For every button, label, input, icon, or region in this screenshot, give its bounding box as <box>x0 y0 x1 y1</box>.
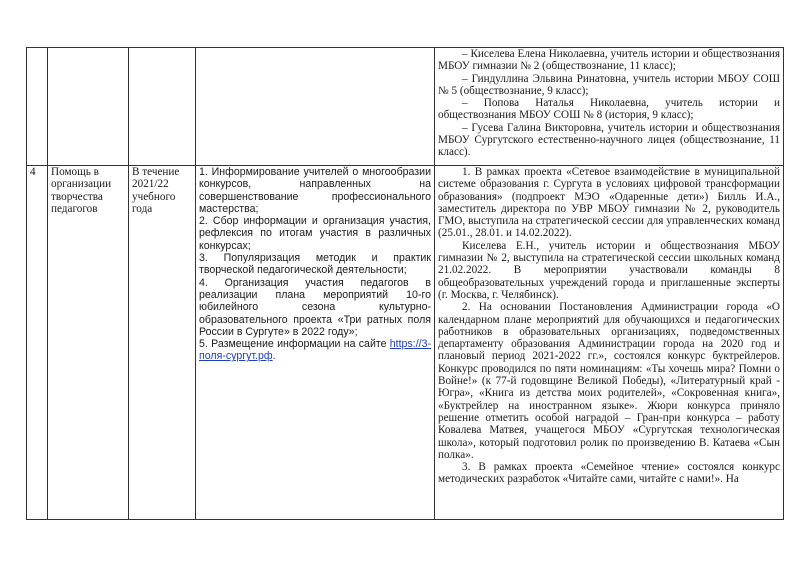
activity-item: 1. Информирование учителей о многообразии конкурсов, направленных на совершенствование профессионального мастерства; <box>199 166 431 215</box>
website-link[interactable]: https://3-поля-сургут.рф <box>199 338 431 363</box>
cell-results <box>435 48 784 166</box>
activity-text: . <box>272 350 276 363</box>
cell-activities <box>196 48 435 166</box>
cell-results <box>435 166 784 520</box>
result-item: – Гусева Галина Викторовна, учитель истории и обществознания МБОУ Сургутского естественно-научного лицея (обществознание, 11 класс). <box>438 121 780 159</box>
cell-activities <box>196 166 435 520</box>
result-item: 3. В рамках проекта «Семейное чтение» состоялся конкурс методических разработок «Читайте сами, читайте с нами!». На <box>438 461 780 486</box>
result-item: – Киселева Елена Николаевна, учитель истории и обществознания МБОУ гимназии № 2 (обществознание, 11 класс); <box>438 48 780 73</box>
cell-period: В течение 2021/22 учебного года <box>129 166 196 520</box>
cell-number: 4 <box>27 166 48 520</box>
cell-direction: Помощь в организации творчества педагогов <box>48 166 129 520</box>
result-item: – Попова Наталья Николаевна, учитель истории и обществознания МБОУ СОШ № 8 (история, 9 класс); <box>438 97 780 122</box>
table-row-4 <box>27 166 784 520</box>
result-item: 1. В рамках проекта «Сетевое взаимодействие в муниципальной системе образования г. Сургута в условиях цифровой трансформации образования» (подпроект МЭО «Одаренные дети») Билль И.А., заместитель директора по УВР МБОУ гимназии № 2, руководитель ГМО, выступила на стратегической сессии для управленческих команд (25.01., 28.01. и 14.02.2022). <box>438 166 780 240</box>
cell-number <box>27 48 48 166</box>
result-item: Киселева Е.Н., учитель истории и обществознания МБОУ гимназии № 2, выступила на стратегической сессии школьных команд 21.02.2022. В мероприятии участвовали команды 8 общеобразовательных учреждений города и приглашенные эксперты (г. Москва, г. Челябинск). <box>438 239 780 301</box>
plan-table <box>26 47 784 520</box>
result-item: – Гиндуллина Эльвина Ринатовна, учитель истории МБОУ СОШ № 5 (обществознание, 9 класс); <box>438 72 780 97</box>
cell-direction <box>48 48 129 166</box>
activity-text: 5. Размещение информации на сайте <box>199 338 390 351</box>
cell-period <box>129 48 196 166</box>
result-item: 2. На основании Постановления Администрации города «О календарном плане мероприятий для обучающихся и педагогических работников в образовательных организациях, подведомственных департаменту образования Администрации города на 2020 год и плановый период 2021-2022 гг.», состоялся конкурс буктрейлеров. Конкурс проводился по пяти номинациям: «Ты хочешь мира? Помни о Войне!» (к 77-й годовщине Великой Победы), «Литературный край - Югра», «Книга из детства моих родителей», «Сокровенная книга», «Буктрейлер на иностранном языке». Жюри конкурса приняло решение отметить особой наградой – Гран-при конкурса – работу Ковалева Матвея, учащегося МБОУ «Сургутская технологическая школа», который подготовил ролик по произведению В. Катаева «Сын полка». <box>438 301 780 461</box>
activity-item: 2. Сбор информации и организация участия, рефлексия по итогам участия в различных конкурсах; <box>199 215 431 252</box>
activity-item: 3. Популяризация методик и практик творческой педагогической деятельности; <box>199 252 431 277</box>
table-row-continued <box>27 48 784 166</box>
activity-item: 4. Организация участия педагогов в реализации плана мероприятий 10-го юбилейного сезона культурно-образовательного проекта «Три ратных поля России в Сургуте» в 2022 году»; <box>199 276 431 338</box>
activity-item <box>199 338 431 363</box>
